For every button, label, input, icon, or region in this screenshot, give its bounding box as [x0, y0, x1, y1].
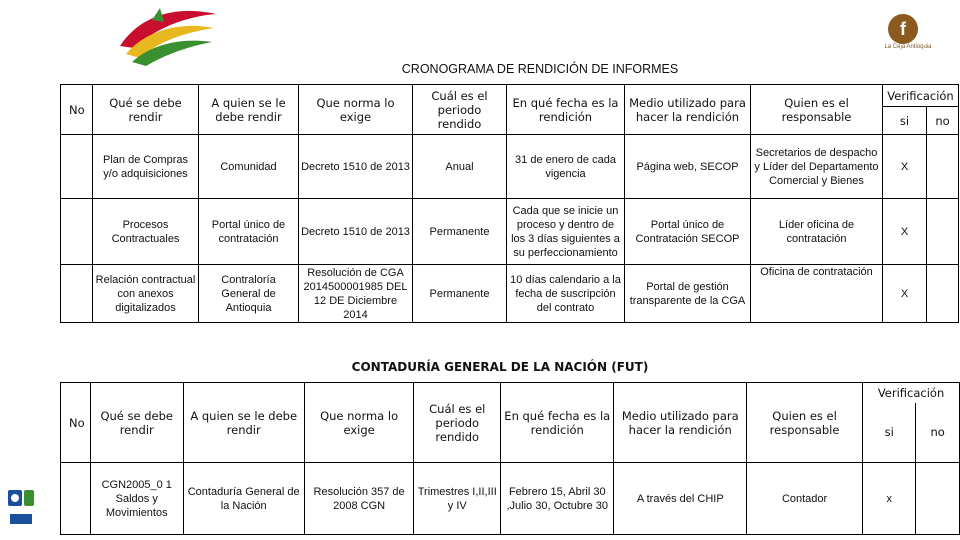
header-no-verif: no: [927, 107, 959, 135]
header-no-verif: no: [916, 403, 960, 463]
cell-quien: Comunidad: [199, 135, 299, 199]
facebook-icon[interactable]: f: [888, 14, 918, 44]
header-fecha: En qué fecha es la rendición: [507, 85, 625, 135]
cell-norma: Decreto 1510 de 2013: [299, 135, 413, 199]
header-verificacion: Verificación: [883, 85, 959, 107]
header-norma: Que norma lo exige: [299, 85, 413, 135]
section1-title: CRONOGRAMA DE RENDICIÓN DE INFORMES: [401, 62, 679, 76]
cell-responsable: Oficina de contratación: [751, 265, 883, 323]
cell-periodo: Permanente: [413, 199, 507, 265]
cell-si: X: [883, 265, 927, 323]
cell-norma: Decreto 1510 de 2013: [299, 199, 413, 265]
header-quien-debe: A quien se le debe rendir: [183, 383, 304, 463]
cell-fecha: 31 de enero de cada vigencia: [507, 135, 625, 199]
cell-medio: Página web, SECOP: [625, 135, 751, 199]
header-medio: Medio utilizado para hacer la rendición: [625, 85, 751, 135]
cronograma-table: [60, 84, 959, 323]
cell-que: Plan de Compras y/o adquisiciones: [93, 135, 199, 199]
brand-name: La Ceja Antioquia: [884, 44, 932, 50]
cell-medio: Portal único de Contratación SECOP: [625, 199, 751, 265]
header-responsable: Quien es el responsable: [747, 383, 863, 463]
cell-periodo: Permanente: [413, 265, 507, 323]
cell-responsable: Líder oficina de contratación: [751, 199, 883, 265]
table-row: [61, 463, 960, 535]
cell-medio: Portal de gestión transparente de la CGA: [625, 265, 751, 323]
table-row: [61, 135, 959, 199]
header-quien-debe: A quien se le debe rendir: [199, 85, 299, 135]
cell-que: Procesos Contractuales: [93, 199, 199, 265]
cell-quien: Contraloría General de Antioquia: [199, 265, 299, 323]
cell-si: X: [883, 199, 927, 265]
table-row: [61, 199, 959, 265]
cell-no: [61, 199, 93, 265]
header-no: No: [61, 383, 91, 463]
contaduria-table: [60, 382, 960, 535]
cell-responsable: Secretarios de despacho y Líder del Departamento Comercial y Bienes: [751, 135, 883, 199]
header-si: si: [883, 107, 927, 135]
header-verificacion: Verificación: [863, 383, 960, 403]
header-responsable: Quien es el responsable: [751, 85, 883, 135]
cell-si: x: [863, 463, 916, 535]
cell-no-verif: [927, 135, 959, 199]
cell-no-verif: [927, 265, 959, 323]
cell-fecha: Febrero 15, Abril 30 ,Julio 30, Octubre 30: [501, 463, 614, 535]
header-que: Qué se debe rendir: [93, 85, 199, 135]
header-que: Qué se debe rendir: [90, 383, 183, 463]
table-row: [61, 265, 959, 323]
section2-title: CONTADURÍA GENERAL DE LA NACIÓN (FUT): [351, 360, 649, 374]
cell-no-verif: [927, 199, 959, 265]
cell-no-verif: [916, 463, 960, 535]
header-si: si: [863, 403, 916, 463]
cell-norma: Resolución de CGA 2014500001985 DEL 12 DE Diciembre 2014: [299, 265, 413, 323]
header-periodo: Cuál es el periodo rendido: [413, 85, 507, 135]
cell-periodo: Anual: [413, 135, 507, 199]
certification-logos: [6, 484, 36, 538]
header-medio: Medio utilizado para hacer la rendición: [614, 383, 747, 463]
cell-quien: Portal único de contratación: [199, 199, 299, 265]
cell-medio: A través del CHIP: [614, 463, 747, 535]
cell-no: [61, 135, 93, 199]
cell-norma: Resolución 357 de 2008 CGN: [304, 463, 414, 535]
cell-no: [61, 265, 93, 323]
cell-fecha: Cada que se inicie un proceso y dentro de los 3 días siguientes a su perfeccionamiento: [507, 199, 625, 265]
header-no: No: [61, 85, 93, 135]
cell-si: X: [883, 135, 927, 199]
header-fecha: En qué fecha es la rendición: [501, 383, 614, 463]
header-periodo: Cuál es el periodo rendido: [414, 383, 501, 463]
cell-fecha: 10 días calendario a la fecha de suscripción del contrato: [507, 265, 625, 323]
header-norma: Que norma lo exige: [304, 383, 414, 463]
cell-no: [61, 463, 91, 535]
cell-responsable: Contador: [747, 463, 863, 535]
cell-que: CGN2005_0 1 Saldos y Movimientos: [90, 463, 183, 535]
cell-que: Relación contractual con anexos digitalizados: [93, 265, 199, 323]
cell-periodo: Trimestres I,II,III y IV: [414, 463, 501, 535]
cell-quien: Contaduría General de la Nación: [183, 463, 304, 535]
la-ceja-logo: [112, 2, 222, 72]
